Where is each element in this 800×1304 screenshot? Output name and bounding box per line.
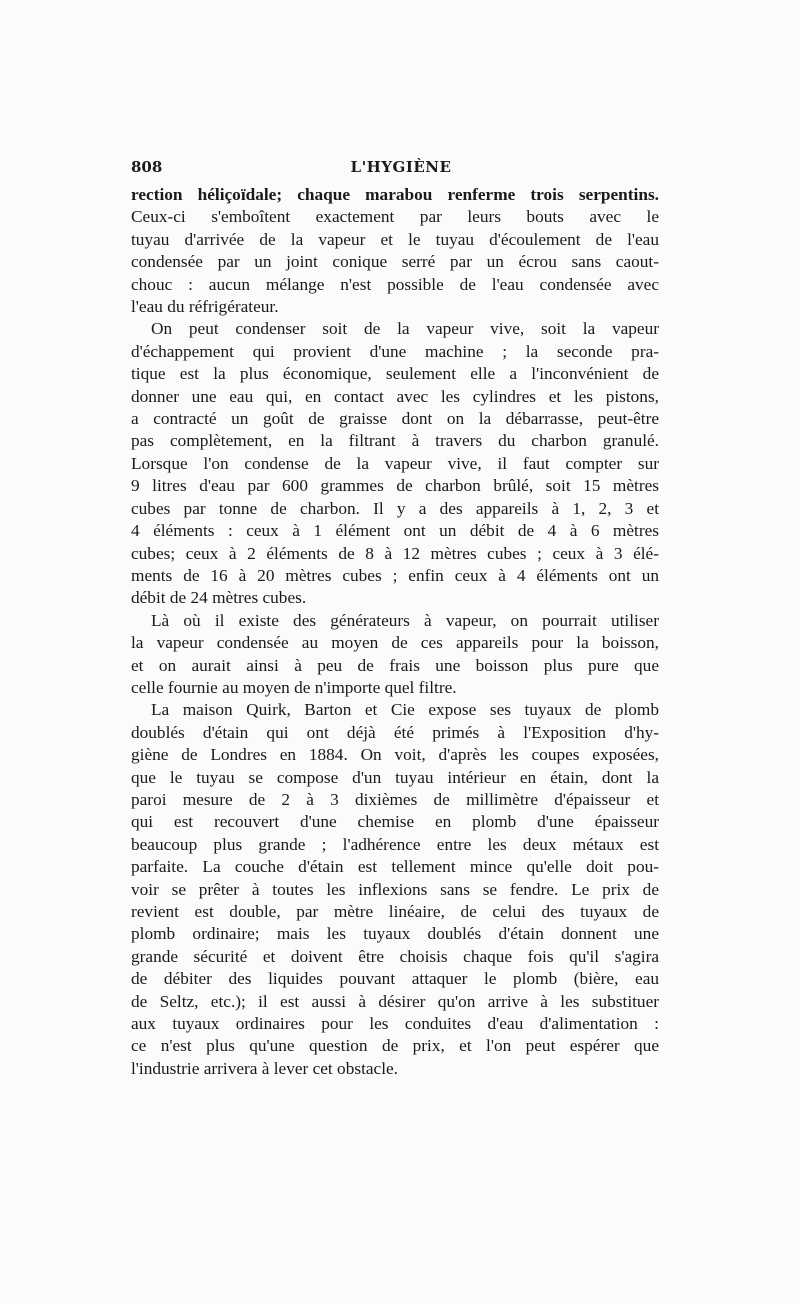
text-line: condensée par un joint conique serré par un écrou sans caout- (131, 252, 659, 272)
text-line: cubes par tonne de charbon. Il y a des appareils à 1, 2, 3 et (131, 498, 659, 518)
page-number: 808 (131, 158, 163, 176)
text-line: Lorsque l'on condense de la vapeur vive, il faut compter sur (131, 453, 659, 473)
text-line: ce n'est plus qu'une question de prix, et l'on peut espérer que (131, 1036, 659, 1056)
paragraph (131, 318, 659, 609)
text-line: parfaite. La couche d'étain est tellement mince qu'elle doit pou- (131, 857, 659, 877)
running-title: L'HYGIÈNE (350, 158, 452, 176)
text-line: Ceux-ci s'emboîtent exactement par leurs bouts avec le (131, 207, 659, 227)
text-line: giène de Londres en 1884. On voit, d'après les coupes exposées, (131, 745, 659, 765)
text-line: doublés d'étain qui ont déjà été primés à l'Exposition d'hy- (131, 722, 659, 742)
text-line: 9 litres d'eau par 600 grammes de charbon brûlé, soit 15 mètres (131, 476, 659, 496)
text-line: revient est double, par mètre linéaire, de celui des tuyaux de (131, 902, 659, 921)
text-line: tuyau d'arrivée de la vapeur et le tuyau d'écoulement de l'eau (131, 229, 659, 249)
body-text (131, 184, 659, 1080)
text-line: débit de 24 mètres cubes. (131, 588, 307, 608)
text-line: beaucoup plus grande ; l'adhérence entre les deux métaux est (131, 834, 659, 854)
text-line: l'eau du réfrigérateur. (131, 297, 279, 317)
text-line: Là où il existe des générateurs à vapeur, on pourrait utiliser (151, 610, 659, 630)
text-line: plomb ordinaire; mais les tuyaux doublés d'étain donnent une (131, 924, 659, 944)
text-line: de Seltz, etc.); il est aussi à désirer qu'on arrive à les substituer (131, 991, 659, 1011)
text-line: l'industrie arrivera à lever cet obstacle. (131, 1058, 398, 1078)
text-line: que le tuyau se compose d'un tuyau intérieur en étain, dont la (131, 767, 659, 787)
paragraph (131, 699, 659, 1080)
text-line: grande sécurité et doivent être choisis chaque fois qu'il s'agira (131, 946, 659, 966)
text-line: la vapeur condensée au moyen de ces appareils pour la boisson, (131, 633, 659, 653)
text-line: pas complètement, en la filtrant à travers du charbon granulé. (131, 431, 659, 451)
text-line: rection héliçoïdale; chaque marabou renferme trois serpentins. (131, 185, 659, 204)
text-line: donner une eau qui, en contact avec les cylindres et les pistons, (131, 386, 659, 406)
text-line: cubes; ceux à 2 éléments de 8 à 12 mètres cubes ; ceux à 3 élé- (131, 543, 659, 563)
text-line: chouc : aucun mélange n'est possible de l'eau condensée avec (131, 274, 659, 294)
book-page (131, 158, 659, 1080)
paragraph (131, 184, 659, 318)
text-line: de débiter des liquides pouvant attaquer le plomb (bière, eau (131, 969, 659, 989)
text-line: a contracté un goût de graisse dont on la débarrasse, peut-être (131, 409, 659, 429)
text-line: aux tuyaux ordinaires pour les conduites d'eau d'alimentation : (131, 1014, 659, 1034)
text-line: 4 éléments : ceux à 1 élément ont un débit de 4 à 6 mètres (131, 521, 659, 541)
text-line: La maison Quirk, Barton et Cie expose ses tuyaux de plomb (151, 700, 659, 720)
text-line: celle fournie au moyen de n'importe quel filtre. (131, 677, 457, 697)
text-line: paroi mesure de 2 à 3 dixièmes de millimètre d'épaisseur et (131, 789, 659, 809)
text-line: d'échappement qui provient d'une machine ; la seconde pra- (131, 341, 659, 361)
text-line: voir se prêter à toutes les inflexions sans se fendre. Le prix de (131, 879, 659, 899)
text-line: et on aurait ainsi à peu de frais une boisson plus pure que (131, 655, 659, 675)
text-line: tique est la plus économique, seulement elle a l'inconvénient de (131, 364, 659, 384)
paragraph (131, 610, 659, 700)
text-line: ments de 16 à 20 mètres cubes ; enfin ceux à 4 éléments ont un (131, 565, 659, 585)
text-line: qui est recouvert d'une chemise en plomb d'une épaisseur (131, 812, 659, 832)
text-line: On peut condenser soit de la vapeur vive, soit la vapeur (151, 319, 659, 339)
page-header (131, 158, 659, 184)
